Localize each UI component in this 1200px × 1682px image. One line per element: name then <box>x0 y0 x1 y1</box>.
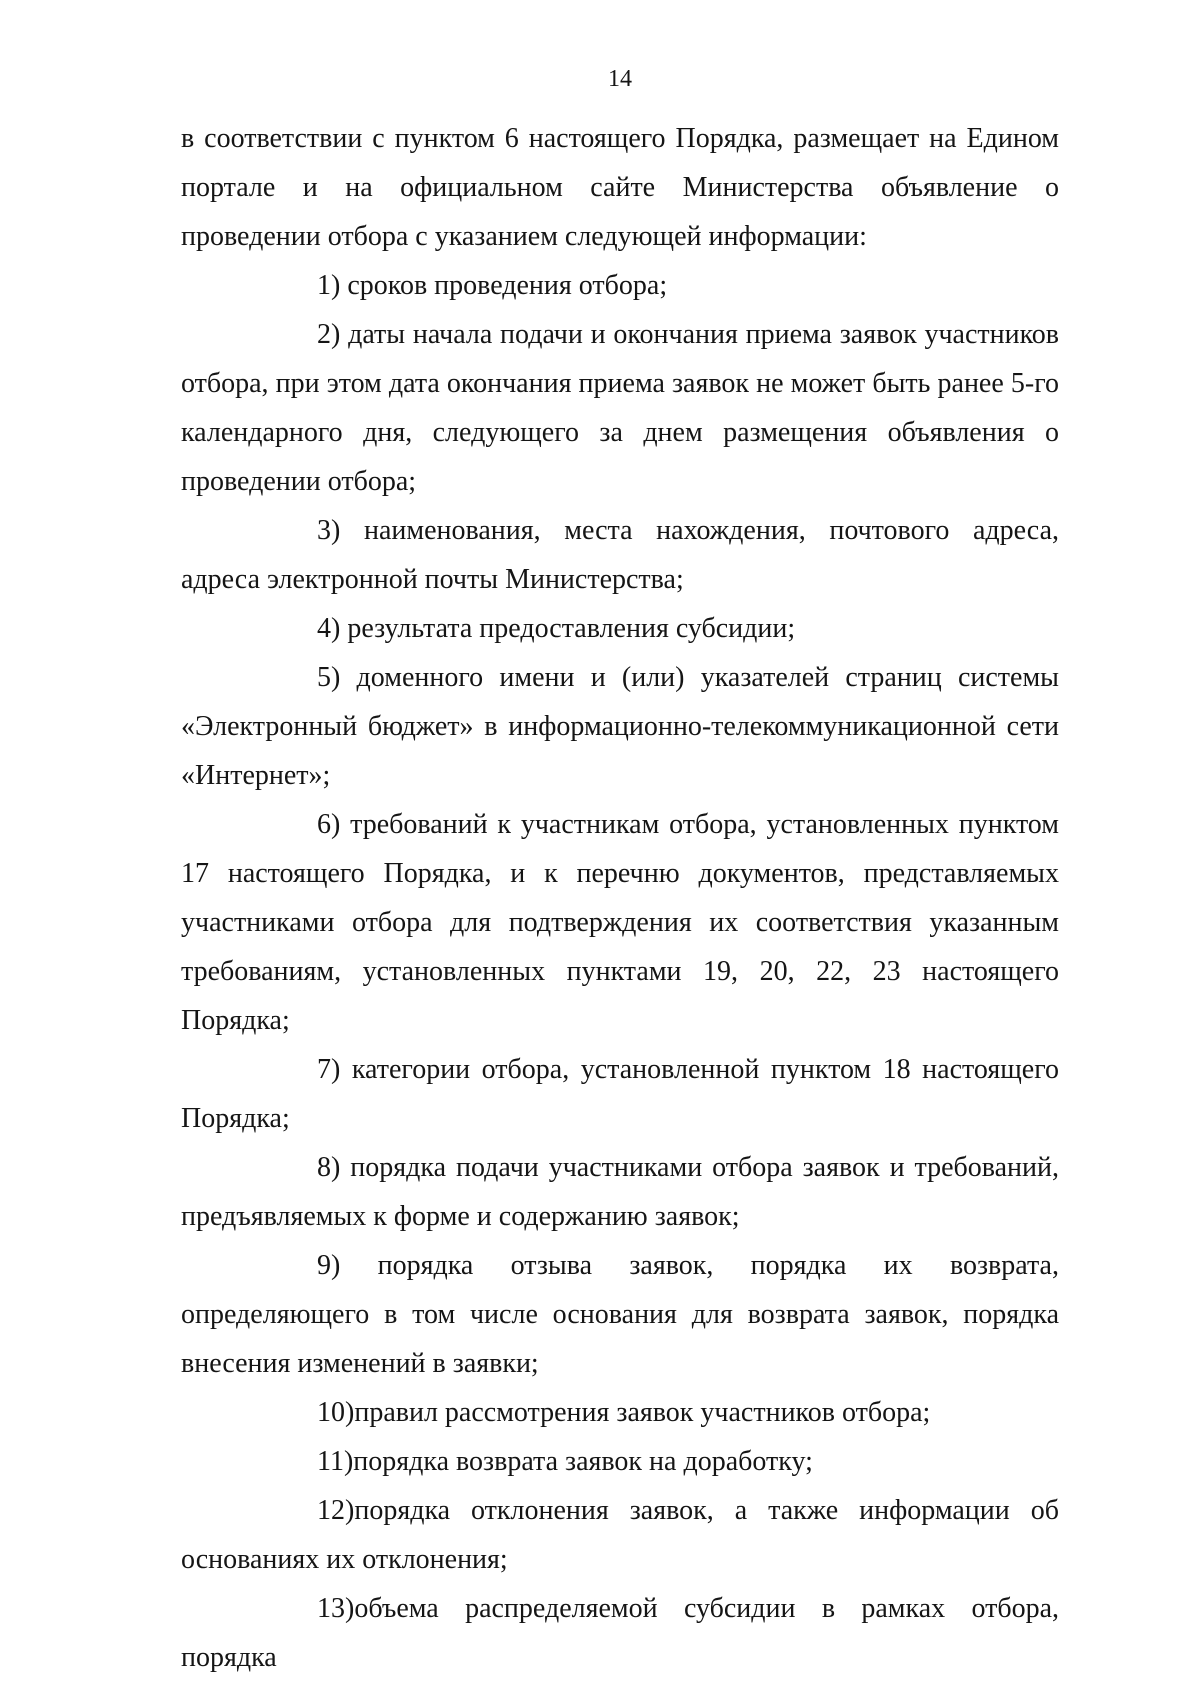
list-item-text: порядка отзыва заявок, порядка их возврата, определяющего в том числе основания для возврата заявок, порядка внесения изменений в заявки; <box>181 1250 1059 1379</box>
list-item-number: 8) <box>317 1152 341 1183</box>
list-item-number: 9) <box>317 1250 341 1281</box>
list-item-number: 12) <box>317 1495 355 1526</box>
list-item-text: даты начала подачи и окончания приема заявок участников отбора, при этом дата окончания приема заявок не может быть ранее 5-го календарного дня, следующего за днем размещения объявления о проведении отбора; <box>181 319 1060 497</box>
list-item-number: 10) <box>317 1397 355 1428</box>
list-item <box>181 653 1059 800</box>
list-item <box>181 800 1059 1045</box>
page-number: 14 <box>608 66 632 92</box>
list-item <box>181 1584 1059 1682</box>
list-item <box>181 1486 1059 1584</box>
list-item-text: порядка подачи участниками отбора заявок и требований, предъявляемых к форме и содержанию заявок; <box>181 1152 1060 1232</box>
list-item-text: правил рассмотрения заявок участников отбора; <box>354 1397 931 1428</box>
list-item-number: 6) <box>317 809 341 840</box>
list-item <box>181 1437 1059 1486</box>
list-item <box>181 1045 1059 1143</box>
list-item <box>181 261 1059 310</box>
document-body <box>181 114 1059 1682</box>
list-item <box>181 1388 1059 1437</box>
list-item-text: требований к участникам отбора, установленных пунктом 17 настоящего Порядка, и к перечню документов, представляемых участниками отбора для подтверждения их соответствия указанным требованиям, установленных пунктами 19, 20, 22, 23 настоящего Порядка; <box>181 809 1059 1036</box>
list-item <box>181 1143 1059 1241</box>
list-item-text: результата предоставления субсидии; <box>347 613 796 644</box>
list-item-text: порядка возврата заявок на доработку; <box>353 1446 813 1477</box>
list-item-number: 3) <box>317 515 341 546</box>
list-item-text: доменного имени и (или) указателей страниц системы «Электронный бюджет» в информационно-телекоммуникационной сети «Интернет»; <box>181 662 1059 791</box>
list-item-number: 1) <box>317 270 341 301</box>
list-item-text: наименования, места нахождения, почтового адреса, адреса электронной почты Министерства; <box>181 515 1059 595</box>
list-item-number: 5) <box>317 662 341 693</box>
list-item-number: 2) <box>317 319 341 350</box>
list-item <box>181 506 1059 604</box>
list-item-number: 11) <box>317 1446 354 1477</box>
list-item-text: порядка отклонения заявок, а также информации об основаниях их отклонения; <box>181 1495 1059 1575</box>
list-item-number: 13) <box>317 1593 355 1624</box>
list-item <box>181 310 1059 506</box>
intro-paragraph: в соответствии с пунктом 6 настоящего Порядка, размещает на Едином портале и на официальном сайте Министерства объявление о проведении отбора с указанием следующей информации: <box>181 123 1059 252</box>
list-item <box>181 1241 1059 1388</box>
list-item-text: сроков проведения отбора; <box>347 270 668 301</box>
list-item-text: категории отбора, установленной пунктом 18 настоящего Порядка; <box>181 1054 1060 1134</box>
list-item-text: объема распределяемой субсидии в рамках отбора, порядка <box>181 1593 1059 1673</box>
list-item-number: 4) <box>317 613 341 644</box>
list-item <box>181 604 1059 653</box>
list-item-number: 7) <box>317 1054 341 1085</box>
